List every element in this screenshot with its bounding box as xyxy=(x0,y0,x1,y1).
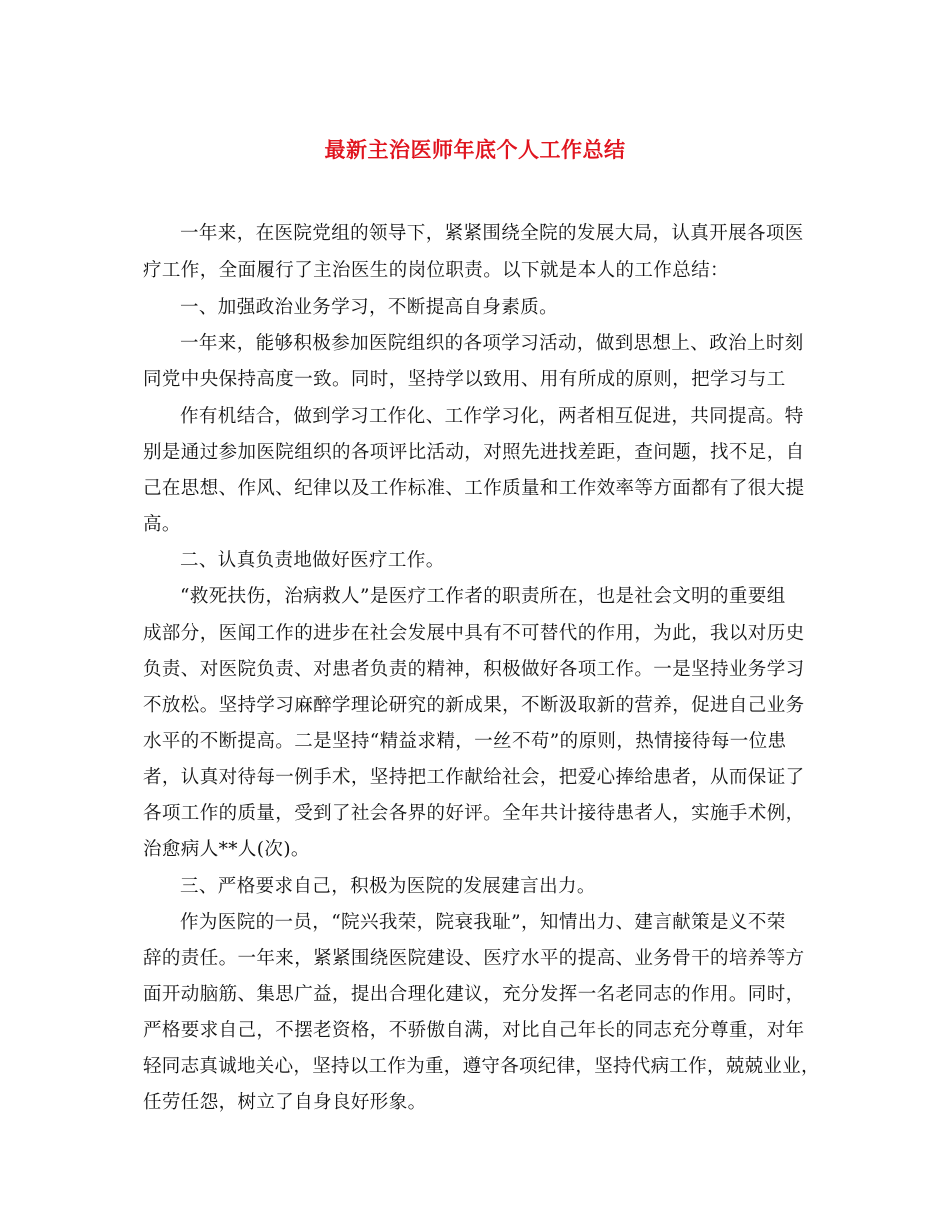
body-line: 任劳任怨，树立了自身良好形象。 xyxy=(143,1092,427,1113)
body-line: 同党中央保持高度一致。同时，坚持学以致用、用有所成的原则，把学习与工 xyxy=(143,369,786,390)
body-line: 各项工作的质量，受到了社会各界的好评。全年共计接待患者人，实施手术例， xyxy=(143,803,805,824)
body-line: 轻同志真诚地关心，坚持以工作为重，遵守各项纪律，坚持代病工作，兢兢业业， xyxy=(143,1056,820,1077)
body-line: 水平的不断提高。二是坚持“精益求精，一丝不苟”的原则，热情接待每一位患 xyxy=(143,731,787,752)
body-line: 高。 xyxy=(143,514,181,535)
body-line: 作有机结合，做到学习工作化、工作学习化，两者相互促进，共同提高。特 xyxy=(180,406,804,427)
body-line: 作为医院的一员，“院兴我荣，院衰我耻”，知情出力、建言献策是义不荣 xyxy=(180,912,786,933)
body-line: “救死扶伤，治病救人”是医疗工作者的职责所在，也是社会文明的重要组 xyxy=(180,586,786,607)
body-line: 严格要求自己，不摆老资格，不骄傲自满，对比自己年长的同志充分尊重，对年 xyxy=(143,1020,805,1041)
body-line: 己在思想、作风、纪律以及工作标准、工作质量和工作效率等方面都有了很大提 xyxy=(143,478,805,499)
body-line: 不放松。坚持学习麻醉学理论研究的新成果，不断汲取新的营养，促进自己业务 xyxy=(143,695,805,716)
body-line: 者，认真对待每一例手术，坚持把工作献给社会，把爱心捧给患者，从而保证了 xyxy=(143,767,805,788)
body-line: 别是通过参加医院组织的各项评比活动，对照先进找差距，查问题，找不足，自 xyxy=(143,442,805,463)
body-line: 一年来，在医院党组的领导下，紧紧围绕全院的发展大局，认真开展各项医 xyxy=(180,223,804,244)
body-line: 辞的责任。一年来，紧紧围绕医院建设、医疗水平的提高、业务骨干的培养等方 xyxy=(143,948,805,969)
body-line: 治愈病人**人(次)。 xyxy=(143,839,310,860)
section-heading-1: 一、加强政治业务学习，不断提高自身素质。 xyxy=(180,297,559,318)
body-line: 一年来，能够积极参加医院组织的各项学习活动，做到思想上、政治上时刻 xyxy=(180,333,804,354)
body-line: 负责、对医院负责、对患者负责的精神，积极做好各项工作。一是坚持业务学习 xyxy=(143,659,805,680)
section-heading-2: 二、认真负责地做好医疗工作。 xyxy=(180,550,445,571)
document-title: 最新主治医师年底个人工作总结 xyxy=(324,138,626,162)
body-line: 疗工作，全面履行了主治医生的岗位职责。以下就是本人的工作总结： xyxy=(143,260,729,281)
body-line: 面开动脑筋、集思广益，提出合理化建议，充分发挥一名老同志的作用。同时， xyxy=(143,984,805,1005)
body-line: 成部分，医闻工作的进步在社会发展中具有不可替代的作用，为此，我以对历史 xyxy=(143,623,805,644)
section-heading-3: 三、严格要求自己，积极为医院的发展建言出力。 xyxy=(180,876,596,897)
